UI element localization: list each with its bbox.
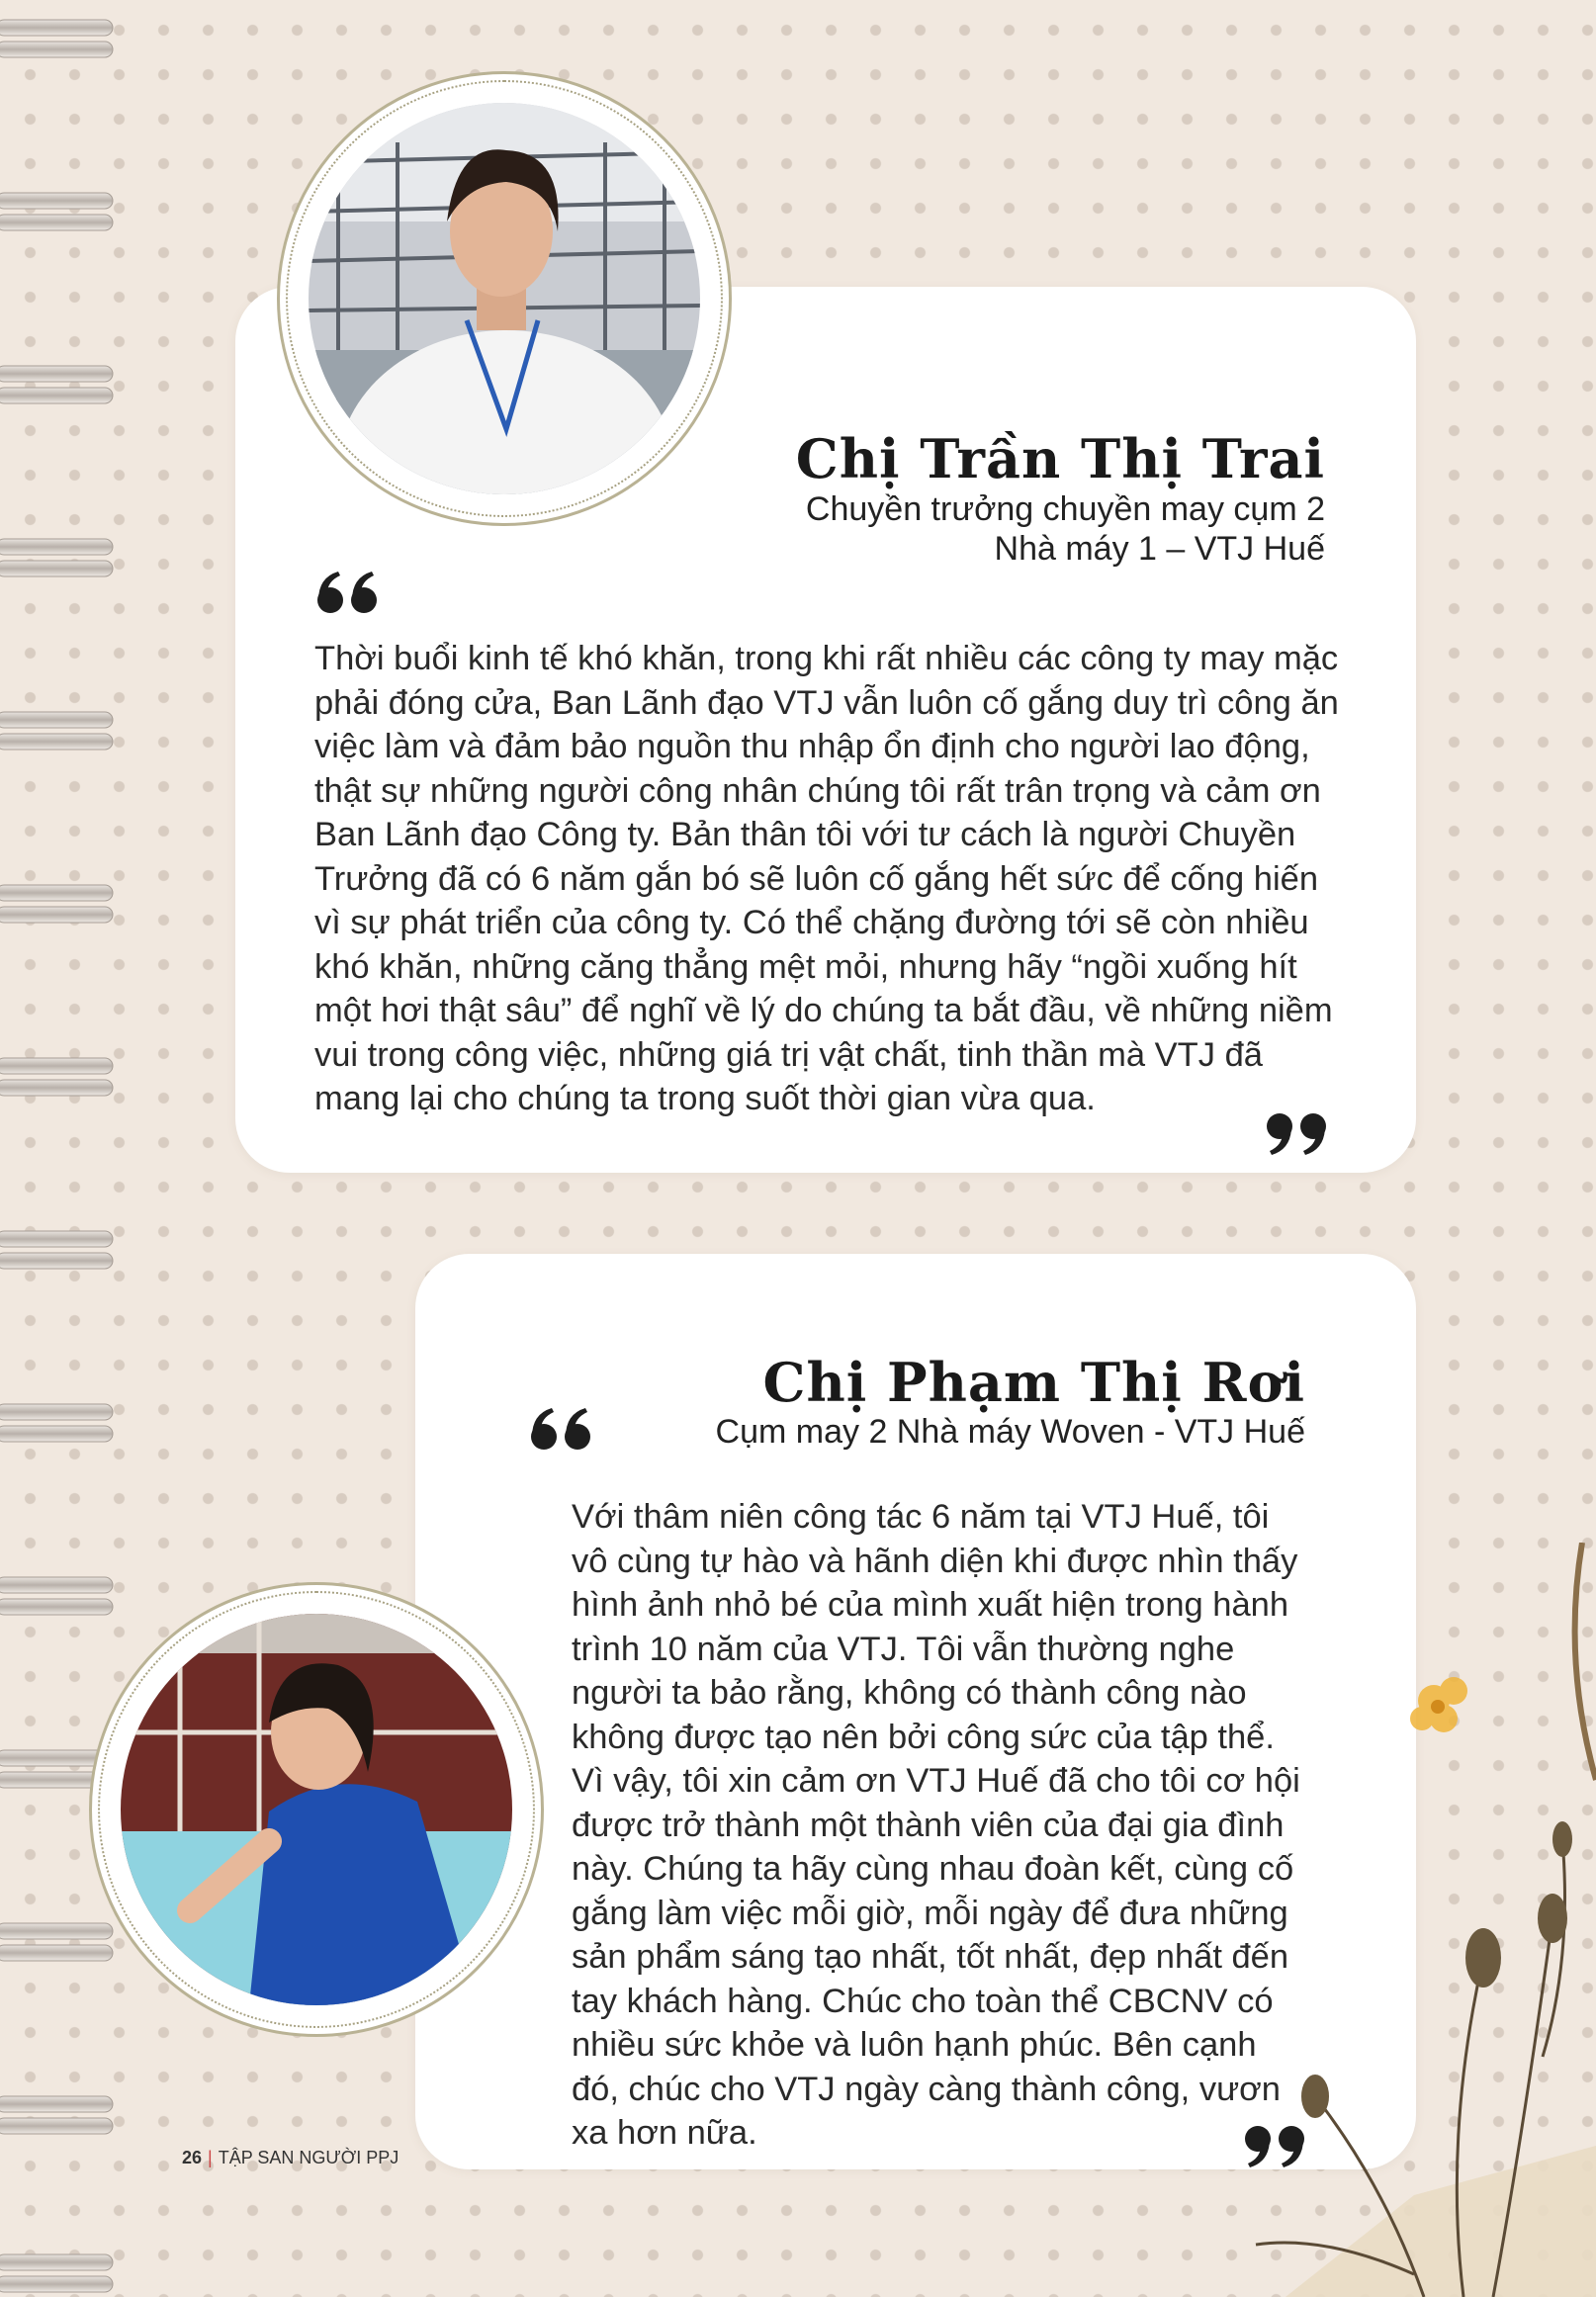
profile-role-1-line2: Nhà máy 1 – VTJ Huế [994, 530, 1325, 568]
page-footer [182, 2148, 399, 2168]
profile-name-2: Chị Phạm Thị Rơi [762, 1351, 1305, 1414]
spiral-binding [0, 0, 119, 2297]
open-quote-icon [316, 570, 382, 615]
publication-title: TẬP SAN NGƯỜI PPJ [218, 2148, 399, 2167]
profile-photo-2 [121, 1614, 512, 2005]
profile-quote-1: Thời buổi kinh tế khó khăn, trong khi rất nhiều các công ty may mặc phải đóng cửa, Ban Lãnh đạo VTJ vẫn luôn cố gắng duy trì công ăn việc làm và đảm bảo nguồn thu nhập ổn định cho người lao động, thật sự những người công nhân chúng tôi rất trân trọng và cảm ơn Ban Lãnh đạo Công ty. Bản thân tôi với tư cách là người Chuyền Trưởng đã có 6 năm gắn bó sẽ luôn cố gắng hết sức để cống hiến vì sự phát triển của công ty. Có thể chặng đường tới sẽ còn nhiều khó khăn, những căng thẳng mệt mỏi, nhưng hãy “ngồi xuống hít một hơi thật sâu” để nghĩ về lý do chúng ta bắt đầu, về những niềm vui trong công việc, những giá trị vật chất, tinh thần mà VTJ đã mang lại cho chúng ta trong suốt thời gian vừa qua. [314, 640, 1339, 1117]
close-quote-icon [1262, 1111, 1327, 1157]
profile-photo-1 [309, 103, 700, 494]
dried-flower-decoration [1167, 1543, 1596, 2297]
footer-separator: | [208, 2148, 213, 2167]
page-number: 26 [182, 2148, 203, 2167]
profile-quote-2: Với thâm niên công tác 6 năm tại VTJ Huế, tôi vô cùng tự hào và hãnh diện khi được nhìn thấy hình ảnh nhỏ bé của mình xuất hiện trong hành trình 10 năm của VTJ. Tôi vẫn thường nghe người ta bảo rằng, không có thành công nào không được tạo nên bởi công sức của tập thể. Vì vậy, tôi xin cảm ơn VTJ Huế đã cho tôi cơ hội được trở thành một thành viên của đại gia đình này. Chúng ta hãy cùng nhau đoàn kết, cùng cố gắng làm việc mỗi giờ, mỗi ngày để đưa những sản phẩm sáng tạo nhất, tốt nhất, đẹp nhất đến tay khách hàng. Chúc cho toàn thể CBCNV có nhiều sức khỏe và luôn hạnh phúc. Bên cạnh đó, chúc cho VTJ ngày càng thành công, vươn xa hơn nữa. [572, 1498, 1300, 2152]
profile-role-2: Cụm may 2 Nhà máy Woven - VTJ Huế [715, 1413, 1305, 1451]
profile-name-1: Chị Trần Thị Trai [795, 427, 1325, 490]
profile-role-1-line1: Chuyền trưởng chuyền may cụm 2 [805, 490, 1325, 528]
open-quote-icon-2 [530, 1406, 595, 1452]
